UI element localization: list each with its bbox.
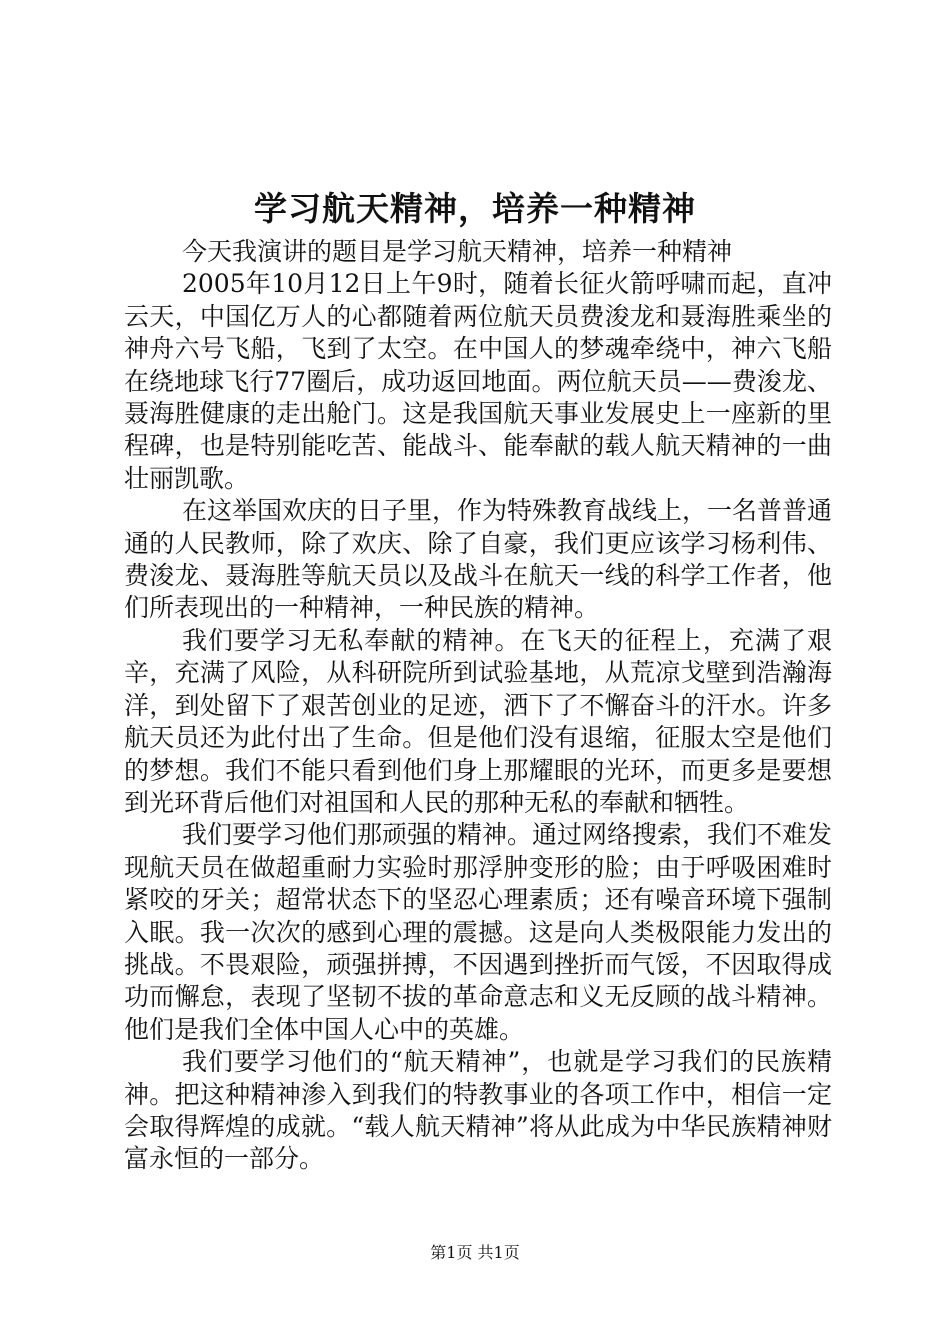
paragraph-intro: 今天我演讲的题目是学习航天精神，培养一种精神	[182, 237, 733, 266]
paragraph-conclusion: 我们要学习他们的“航天精神”，也就是学习我们的民族精神。把这种精神渗入到我们的特教事业的各项工作中，相信一定会取得辉煌的成就。“载人航天精神”将从此成为中华民族精神财富永恒的一部分。	[124, 1047, 832, 1174]
document-body	[124, 236, 832, 1176]
paragraph-celebration: 在这举国欢庆的日子里，作为特殊教育战线上，一名普普通通的人民教师，除了欢庆、除了自豪，我们更应该学习杨利伟、费浚龙、聂海胜等航天员以及战斗在航天一线的科学工作者，他们所表现出的一种精神，一种民族的精神。	[124, 496, 833, 623]
paragraph-tenacity: 我们要学习他们那顽强的精神。通过网络搜索，我们不难发现航天员在做超重耐力实验时那浮肿变形的脸；由于呼吸困难时紧咬的牙关；超常状态下的坚忍心理素质；还有噪音环境下强制入眠。我一次次的感到心理的震撼。这是向人类极限能力发出的挑战。不畏艰险，顽强拼搏，不因遇到挫折而气馁，不因取得成功而懈怠，表现了坚韧不拔的革命意志和义无反顾的战斗精神。他们是我们全体中国人心中的英雄。	[124, 820, 833, 1044]
paragraph-launch: 2005年10月12日上午9时，随着长征火箭呼啸而起，直冲云天，中国亿万人的心都随着两位航天员费浚龙和聂海胜乘坐的神舟六号飞船，飞到了太空。在中国人的梦魂牵绕中，神六飞船在绕地球飞行77圈后，成功返回地面。两位航天员——费浚龙、聂海胜健康的走出舱门。这是我国航天事业发展史上一座新的里程碑，也是特别能吃苦、能战斗、能奉献的载人航天精神的一曲壮丽凯歌。	[124, 269, 832, 493]
paragraph-dedication: 我们要学习无私奉献的精神。在飞天的征程上，充满了艰辛，充满了风险，从科研院所到试验基地，从荒凉戈壁到浩瀚海洋，到处留下了艰苦创业的足迹，洒下了不懈奋斗的汗水。许多航天员还为此付出了生命。但是他们没有退缩，征服太空是他们的梦想。我们不能只看到他们身上那耀眼的光环，而更多是要想到光环背后他们对祖国和人民的那种无私的奉献和牺牲。	[124, 625, 832, 817]
document-title: 学习航天精神，培养一种精神	[254, 189, 696, 228]
page-footer: 第1页 共1页	[430, 1243, 520, 1262]
